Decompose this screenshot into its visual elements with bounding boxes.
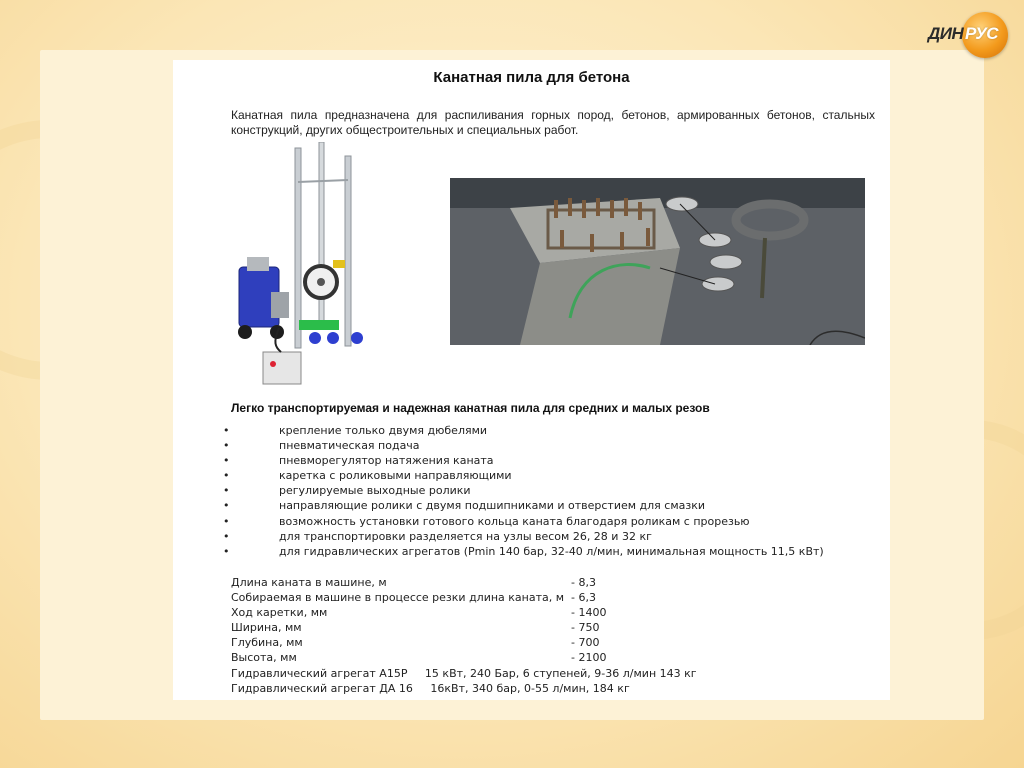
bullet-icon: • bbox=[223, 454, 230, 468]
wire-saw-machine-image bbox=[233, 142, 373, 386]
document-page: Канатная пила для бетона Канатная пила предназначена для распиливания горных пород, бетонов, армированных бетонов, стальных конструкций, других общестроительных и специальных работ. Легко транспортируемая и надежная канатная пила для средних и малых резов • крепление только двумя дюбелями • пневматическая подача • пневморегулятор натяжения каната • каретка с роликовыми направляющими • регулируемые выходные ролики • направляющие ролики с двумя подшипниками и отверстием для смазки • возможность установки готового кольца каната благодаря роликам с прорезью • для транспортировки разделяется на узлы весом 26, 28 и 32 кг • для гидравлических агрегатов (Pmin 140 бар, 32-40 л/мин, минимальная мощность 11,5 кВт) Длина каната в машине, м - 8,3 Собираемая в машине в процессе резки длина каната, м - 6,3 Ход каретки, мм - 1400 Ширина, мм - 750 Глубина, мм - 700 Высота, мм - 2100 Гидравлический агрегат А15Р 15 кВт, 240 Бар, 6 ступеней, 9-36 л/мин 143 кг Гидравлический агрегат ДА 16 16кВт, 340 бар, 0-55 л/мин, 184 кг bbox=[173, 60, 890, 700]
page-title: Канатная пила для бетона bbox=[433, 69, 630, 86]
spec-label: Ход каретки, мм bbox=[231, 606, 328, 620]
aggregate-text: Гидравлический агрегат ДА 16 16кВт, 340 бар, 0-55 л/мин, 184 кг bbox=[231, 681, 630, 695]
bullet-icon: • bbox=[223, 424, 230, 437]
spec-label: Глубина, мм bbox=[231, 636, 303, 650]
spec-label: Ширина, мм bbox=[231, 621, 302, 635]
spec-value: - 700 bbox=[571, 636, 600, 650]
intro-paragraph: Канатная пила предназначена для распиливания горных пород, бетонов, армированных бетонов, стальных конструкций, других общестроительных и специальных работ. bbox=[231, 108, 875, 137]
bullet-icon: • bbox=[223, 439, 230, 453]
spec-value: - 750 bbox=[571, 621, 600, 635]
logo-text-part1: ДИН bbox=[928, 24, 964, 43]
dinrus-logo bbox=[922, 8, 1012, 60]
spec-value: - 6,3 bbox=[571, 591, 596, 605]
bullet-icon: • bbox=[223, 484, 230, 498]
bullet-icon: • bbox=[223, 514, 230, 528]
aggregate-text: Гидравлический агрегат А15Р 15 кВт, 240 Бар, 6 ступеней, 9-36 л/мин 143 кг bbox=[231, 666, 697, 680]
spec-label: Длина каната в машине, м bbox=[231, 576, 387, 589]
section-subheading: Легко транспортируемая и надежная канатная пила для средних и малых резов bbox=[231, 401, 710, 415]
bullet-icon: • bbox=[223, 469, 230, 483]
logo-text-part2: РУС bbox=[965, 24, 998, 43]
spec-label: Собираемая в машине в процессе резки длина каната, м bbox=[231, 591, 565, 605]
spec-value: - 2100 bbox=[571, 651, 607, 665]
bullet-icon: • bbox=[223, 544, 230, 558]
spec-label: Высота, мм bbox=[231, 651, 297, 665]
bullet-icon: • bbox=[223, 529, 230, 543]
wire-saw-on-site-photo bbox=[450, 178, 865, 345]
spec-value: - 1400 bbox=[571, 606, 607, 620]
spec-value: - 8,3 bbox=[571, 576, 596, 589]
bullet-icon: • bbox=[223, 499, 230, 513]
